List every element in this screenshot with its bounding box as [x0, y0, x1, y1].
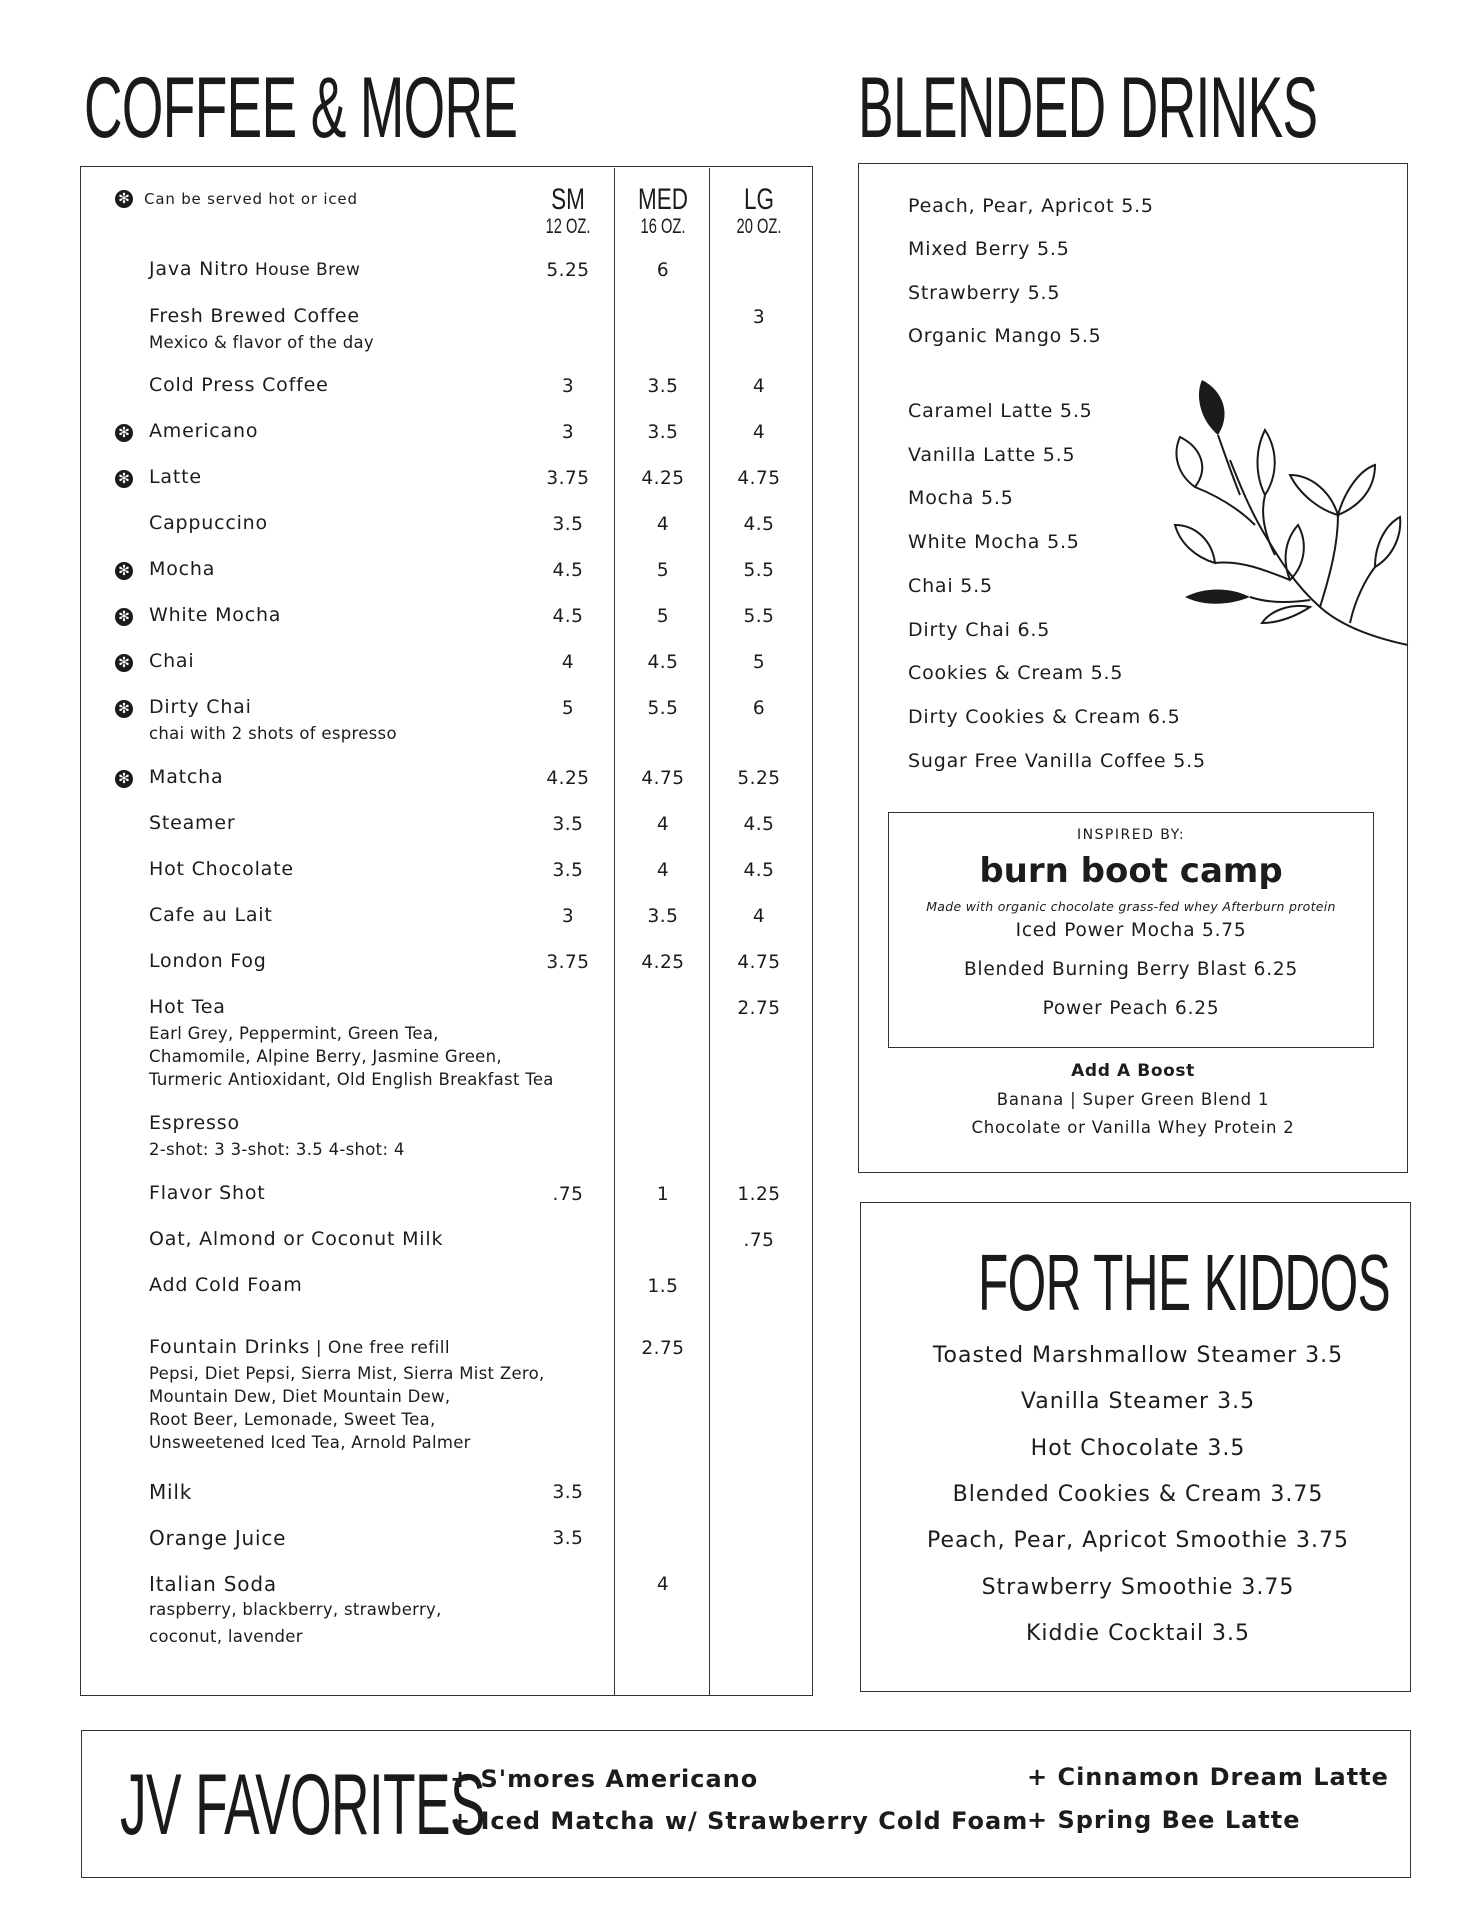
hot-iced-icon: ✻	[115, 608, 133, 626]
kiddos-item: Blended Cookies & Cream 3.75	[952, 1481, 1324, 1507]
price-lg: 4.75	[737, 952, 781, 973]
kiddos-item: Peach, Pear, Apricot Smoothie 3.75	[927, 1528, 1349, 1554]
price-lg: 4.75	[737, 468, 781, 489]
price-lg: 4	[752, 422, 766, 443]
boost-item: Chocolate or Vanilla Whey Protein 2	[971, 1118, 1295, 1137]
size-oz: 20 OZ.	[736, 215, 782, 238]
blended-item: Sugar Free Vanilla Coffee 5.5	[908, 749, 1206, 772]
item-title: Steamer	[149, 812, 236, 834]
item-title: Americano	[149, 420, 259, 442]
price-sm: 5	[561, 698, 575, 719]
item-name	[149, 950, 267, 972]
size-header-sm	[523, 184, 613, 238]
item-name	[149, 374, 329, 396]
item-title: Cold Press Coffee	[149, 374, 329, 396]
item-note: House Brew	[249, 260, 361, 280]
item-name	[149, 420, 258, 442]
item-title: Italian Soda	[149, 1572, 277, 1596]
price-lg: 1.25	[737, 1184, 781, 1205]
item-description: chai with 2 shots of espresso	[149, 724, 397, 743]
price-med: 4.5	[647, 652, 679, 673]
item-title: Hot Tea	[149, 996, 226, 1018]
blended-item: Dirty Chai 6.5	[908, 618, 1051, 641]
item-name	[149, 558, 215, 580]
blended-item: Caramel Latte 5.5	[908, 400, 1093, 422]
item-description: Turmeric Antioxidant, Old English Breakfast Tea	[149, 1070, 554, 1089]
price-lg: 5	[752, 652, 766, 673]
item-title: Java Nitro	[149, 258, 250, 280]
item-name	[149, 258, 360, 280]
item-name	[149, 1182, 266, 1204]
item-title: Fresh Brewed Coffee	[149, 305, 360, 327]
blended-item: Organic Mango 5.5	[908, 325, 1102, 347]
item-name	[149, 650, 194, 672]
price-med: 4.25	[641, 468, 685, 489]
price-lg: 5.5	[743, 606, 775, 627]
size-label: LG	[743, 183, 775, 216]
size-header-med	[618, 184, 708, 238]
price-med: 5	[656, 560, 670, 581]
size-header-lg	[714, 184, 804, 238]
item-name	[149, 1274, 303, 1296]
size-oz: 16 OZ.	[640, 215, 686, 238]
price-med: 3.5	[647, 906, 679, 927]
inspired-label: INSPIRED BY:	[1076, 827, 1186, 843]
price-sm: 4.25	[546, 768, 590, 789]
price-lg: 2.75	[737, 998, 781, 1019]
kiddos-item: Toasted Marshmallow Steamer 3.5	[932, 1343, 1344, 1368]
item-title: Orange Juice	[149, 1526, 287, 1550]
price-lg: 5.5	[743, 560, 775, 581]
item-title: Add Cold Foam	[149, 1274, 303, 1296]
item-description: Unsweetened Iced Tea, Arnold Palmer	[149, 1433, 471, 1452]
blended-item: Mixed Berry 5.5	[908, 238, 1070, 260]
hot-iced-icon: ✻	[115, 700, 133, 718]
kiddos-item: Kiddie Cocktail 3.5	[1025, 1620, 1251, 1646]
price-sm: 3.5	[552, 860, 584, 881]
blended-title: BLENDED DRINKS	[858, 60, 1318, 156]
column-divider-lg	[709, 168, 710, 1695]
price-med: 2.75	[641, 1338, 685, 1359]
item-name	[149, 904, 273, 926]
item-description: Mountain Dew, Diet Mountain Dew,	[149, 1387, 451, 1406]
price-lg: 4.5	[743, 860, 775, 881]
inspired-item: Iced Power Mocha 5.75	[1015, 920, 1247, 941]
hot-iced-icon: ✻	[115, 770, 133, 788]
coffee-title: COFFEE & MORE	[84, 60, 518, 156]
price-sm: 4.5	[552, 606, 584, 627]
size-oz: 12 OZ.	[545, 215, 591, 238]
favorite-item: + Spring Bee Latte	[1027, 1806, 1301, 1834]
price-med: 4.25	[641, 952, 685, 973]
inspired-tagline: Made with organic chocolate grass-fed whey Afterburn protein	[926, 899, 1336, 914]
item-name	[149, 1572, 277, 1596]
price-med: 3.5	[647, 422, 679, 443]
item-name	[149, 512, 268, 534]
kiddos-item: Strawberry Smoothie 3.75	[981, 1574, 1295, 1600]
blended-item: Vanilla Latte 5.5	[908, 443, 1076, 466]
price-med: 1.5	[647, 1276, 679, 1297]
boost-title: Add A Boost	[1071, 1061, 1195, 1081]
item-description: Mexico & flavor of the day	[149, 333, 374, 352]
item-title: White Mocha	[149, 604, 282, 626]
burn-boot-camp-logo: burn boot camp	[979, 851, 1283, 891]
kiddos-title: FOR THE KIDDOS	[978, 1238, 1391, 1327]
price-sm: 3.5	[552, 1482, 584, 1503]
item-name	[149, 696, 252, 718]
price-sm: 3	[561, 422, 575, 443]
price-sm: 3	[561, 906, 575, 927]
boost-item: Banana | Super Green Blend 1	[996, 1090, 1270, 1109]
hot-iced-icon: ✻	[115, 470, 133, 488]
item-title: Matcha	[149, 766, 224, 788]
price-lg: 3	[752, 307, 766, 328]
hot-iced-legend	[115, 188, 358, 208]
hot-iced-icon: ✻	[115, 190, 133, 208]
size-label: SM	[551, 183, 585, 216]
inspired-by-panel	[888, 812, 1374, 1048]
hot-iced-icon: ✻	[115, 562, 133, 580]
item-title: Mocha	[149, 558, 216, 580]
size-label: MED	[637, 183, 688, 216]
favorite-item: + S'mores Americano	[450, 1765, 759, 1793]
item-name	[149, 858, 294, 880]
hot-iced-icon: ✻	[115, 424, 133, 442]
price-med: 4	[656, 814, 670, 835]
price-sm: 3.5	[552, 1528, 584, 1549]
blended-item: Strawberry 5.5	[908, 282, 1061, 304]
favorite-item: + Cinnamon Dream Latte	[1027, 1763, 1389, 1791]
kiddos-item: Hot Chocolate 3.5	[1030, 1435, 1246, 1461]
favorites-title: JV FAVORITES	[120, 1757, 485, 1853]
item-name	[149, 1526, 286, 1550]
item-description: Pepsi, Diet Pepsi, Sierra Mist, Sierra Mist Zero,	[149, 1364, 545, 1383]
favorite-item: + Iced Matcha w/ Strawberry Cold Foam	[450, 1807, 1029, 1835]
item-name	[149, 1228, 443, 1250]
item-title: Cafe au Lait	[149, 904, 273, 926]
price-sm: .75	[552, 1184, 584, 1205]
item-description: 2-shot: 3 3-shot: 3.5 4-shot: 4	[149, 1140, 405, 1159]
price-med: 5	[656, 606, 670, 627]
item-description: Chamomile, Alpine Berry, Jasmine Green,	[149, 1047, 502, 1066]
item-title: Cappuccino	[149, 512, 268, 534]
price-med: 6	[656, 260, 670, 281]
item-title: Dirty Chai	[149, 696, 252, 718]
item-name	[149, 996, 226, 1018]
item-name	[149, 466, 202, 488]
inspired-item: Power Peach 6.25	[1042, 998, 1220, 1019]
leaf-branch-icon	[1170, 375, 1410, 685]
price-sm: 3.5	[552, 814, 584, 835]
item-name	[149, 1480, 192, 1504]
price-sm: 4	[561, 652, 575, 673]
price-med: 1	[656, 1184, 670, 1205]
inspired-item: Blended Burning Berry Blast 6.25	[963, 959, 1299, 980]
price-sm: 3	[561, 376, 575, 397]
price-sm: 3.5	[552, 514, 584, 535]
item-title: Fountain Drinks	[149, 1336, 311, 1358]
blended-item: Cookies & Cream 5.5	[908, 662, 1124, 685]
item-description: raspberry, blackberry, strawberry,	[149, 1600, 442, 1619]
item-title: Oat, Almond or Coconut Milk	[149, 1228, 444, 1250]
price-lg: 4.5	[743, 514, 775, 535]
blended-item: Mocha 5.5	[908, 487, 1014, 510]
price-lg: .75	[743, 1230, 775, 1251]
item-name	[149, 1336, 450, 1358]
price-lg: 4.5	[743, 814, 775, 835]
blended-item: White Mocha 5.5	[908, 531, 1080, 554]
price-med: 4	[656, 514, 670, 535]
price-med: 4	[656, 860, 670, 881]
price-sm: 5.25	[546, 260, 590, 281]
price-lg: 6	[752, 698, 766, 719]
blended-item: Dirty Cookies & Cream 6.5	[908, 705, 1181, 728]
item-name	[149, 766, 223, 788]
item-name	[149, 1112, 240, 1134]
item-title: Hot Chocolate	[149, 858, 294, 880]
price-med: 5.5	[647, 698, 679, 719]
price-lg: 4	[752, 376, 766, 397]
kiddos-item: Vanilla Steamer 3.5	[1020, 1389, 1256, 1415]
blended-item: Chai 5.5	[908, 574, 993, 597]
item-description: coconut, lavender	[149, 1627, 303, 1646]
legend-text: Can be served hot or iced	[144, 189, 358, 208]
item-title: Espresso	[149, 1112, 240, 1134]
item-title: Latte	[149, 466, 202, 488]
item-name	[149, 604, 281, 626]
column-divider-med	[614, 168, 615, 1695]
price-sm: 3.75	[546, 468, 590, 489]
item-name	[149, 812, 235, 834]
item-name	[149, 305, 360, 327]
price-lg: 5.25	[737, 768, 781, 789]
price-lg: 4	[752, 906, 766, 927]
item-description: Root Beer, Lemonade, Sweet Tea,	[149, 1410, 436, 1429]
price-sm: 3.75	[546, 952, 590, 973]
item-title: Milk	[149, 1480, 193, 1504]
item-description: Earl Grey, Peppermint, Green Tea,	[149, 1024, 439, 1043]
hot-iced-icon: ✻	[115, 654, 133, 672]
item-title: Chai	[149, 650, 195, 672]
blended-item: Peach, Pear, Apricot 5.5	[908, 195, 1154, 217]
price-sm: 4.5	[552, 560, 584, 581]
item-note: | One free refill	[310, 1338, 450, 1358]
item-title: London Fog	[149, 950, 267, 972]
price-med: 4.75	[641, 768, 685, 789]
price-med: 3.5	[647, 376, 679, 397]
item-title: Flavor Shot	[149, 1182, 266, 1204]
price-med: 4	[656, 1574, 670, 1595]
